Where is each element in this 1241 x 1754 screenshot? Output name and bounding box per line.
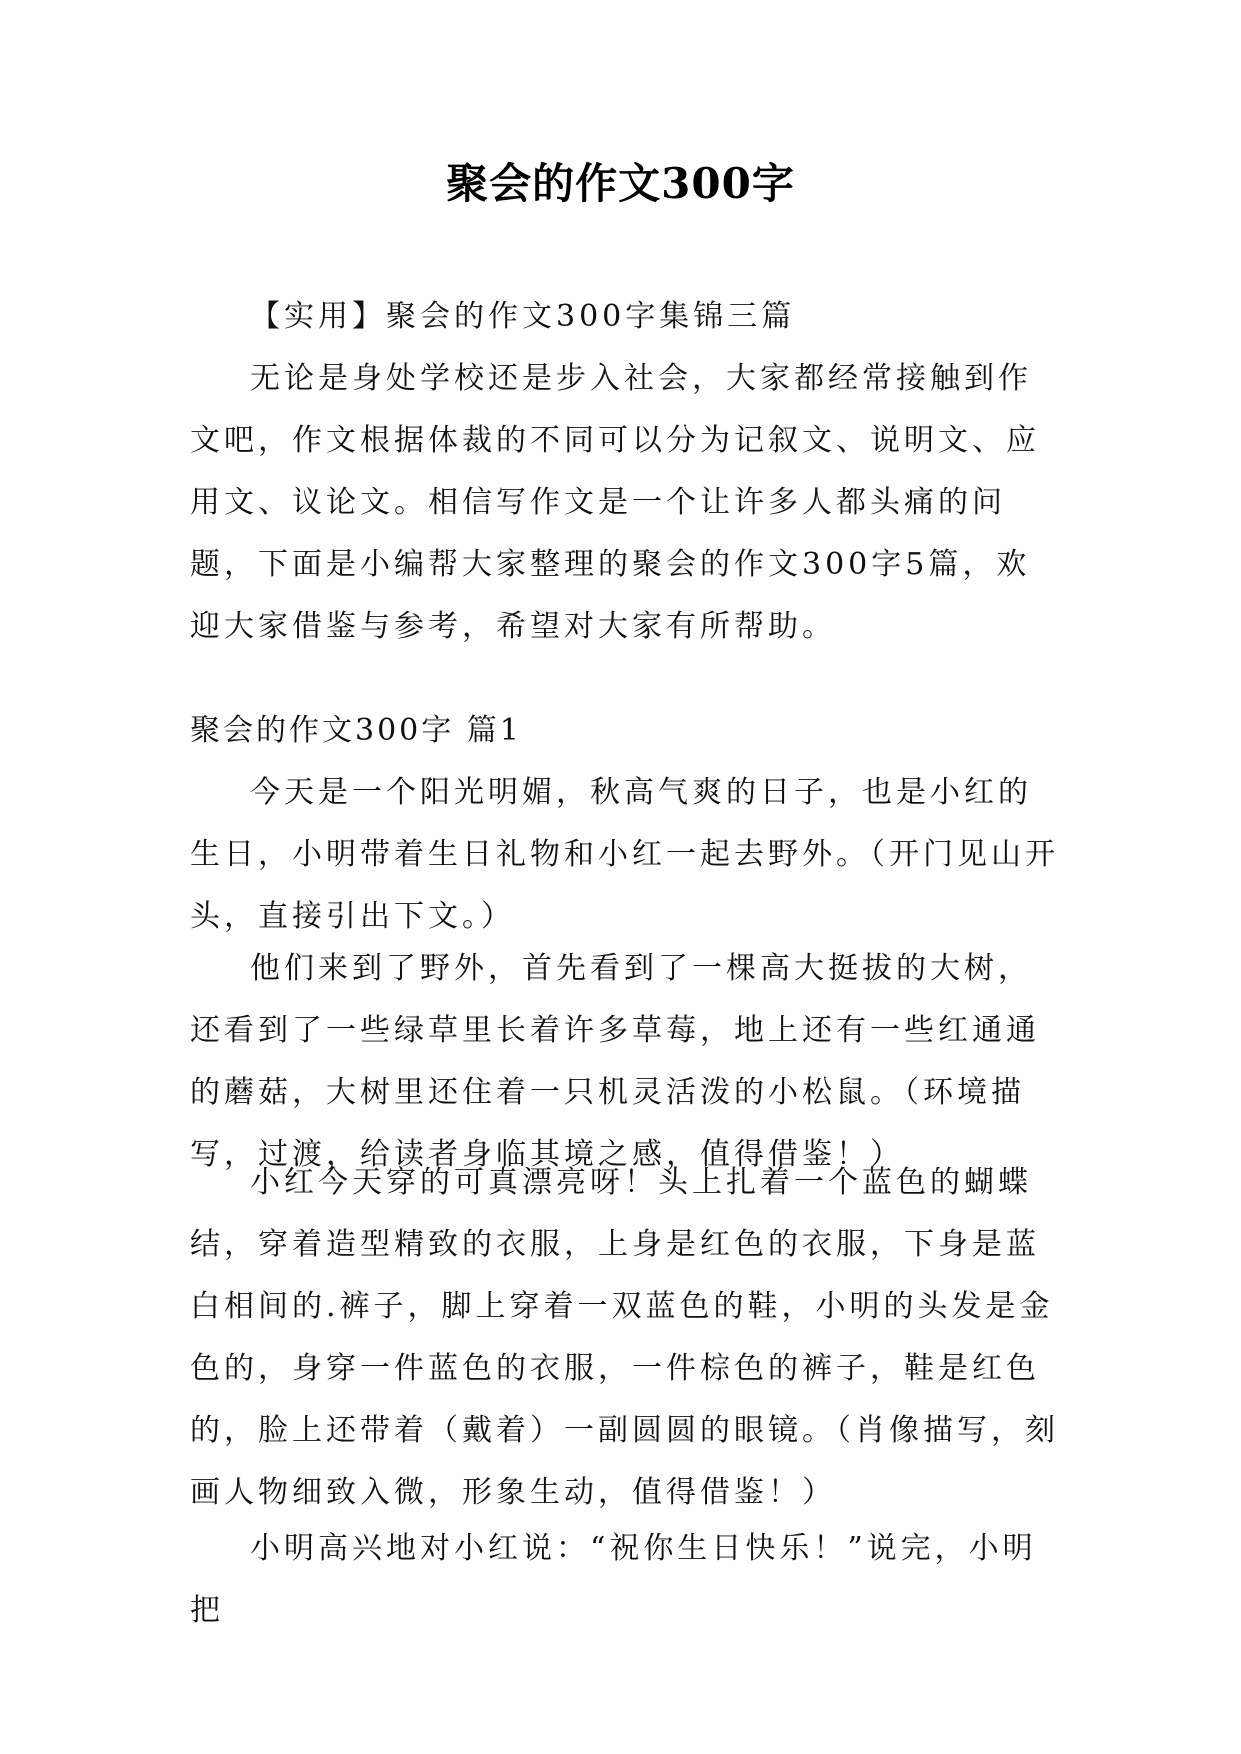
- essay-paragraph-4: 小明高兴地对小红说：“祝你生日快乐！”说完，小明把: [190, 1531, 1037, 1628]
- essay-paragraph-2: 他们来到了野外，首先看到了一棵高大挺拔的大树，还看到了一些绿草里长着许多草莓，地上还有一些红通通的蘑菇，大树里还住着一只机灵活泼的小松鼠。（环境描写，过渡，给读者身临其境之感，值得借鉴！）: [190, 951, 1040, 1172]
- section-heading: 聚会的作文300字 篇1: [190, 713, 522, 748]
- document-title: 聚会的作文300字: [446, 159, 795, 208]
- essay-paragraph-1: 今天是一个阳光明媚，秋高气爽的日子，也是小红的生日，小明带着生日礼物和小红一起去野外。（开门见山开头，直接引出下文。）: [190, 775, 1059, 934]
- intro-paragraph: 无论是身处学校还是步入社会，大家都经常接触到作文吧，作文根据体裁的不同可以分为记叙文、说明文、应用文、议论文。相信写作文是一个让许多人都头痛的问题，下面是小编帮大家整理的聚会的作文300字5篇，欢迎大家借鉴与参考，希望对大家有所帮助。: [190, 361, 1040, 644]
- document-subtitle: 【实用】聚会的作文300字集锦三篇: [250, 299, 796, 334]
- essay-paragraph-3: 小红今天穿的可真漂亮呀！头上扎着一个蓝色的蝴蝶结，穿着造型精致的衣服，上身是红色的衣服，下身是蓝白相间的.裤子，脚上穿着一双蓝色的鞋，小明的头发是金色的，身穿一件蓝色的衣服，一件棕色的裤子，鞋是红色的，脸上还带着（戴着）一副圆圆的眼镜。（肖像描写，刻画人物细致入微，形象生动，值得借鉴！）: [190, 1165, 1059, 1510]
